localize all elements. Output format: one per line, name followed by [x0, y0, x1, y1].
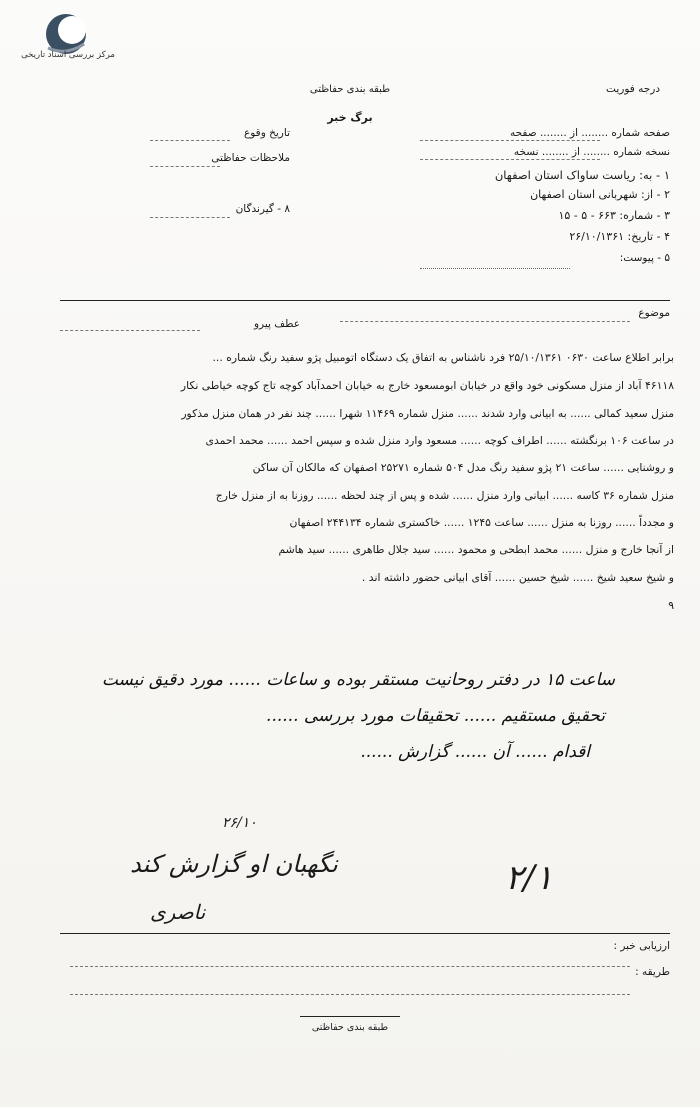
field-number: ۳ - شماره: ۶۶۳ - ۵ - ۱۵ [558, 209, 670, 222]
security-notes-label: ملاحظات حفاظتی [211, 152, 290, 164]
body-line-9: و شیخ سعید شیخ ...... شیخ حسین ...... آقای ابیانی حضور داشته اند . [361, 571, 674, 584]
form-title-block [280, 84, 420, 124]
security-level-label: درجه فوریت [606, 83, 660, 95]
body-line-8: از آنجا خارج و منزل ...... محمد ابطحی و محمود ...... سید جلال طاهری ...... سید هاشم [278, 543, 674, 556]
handwritten-fraction: ۲/۱ [505, 858, 553, 898]
page-number-label: صفحه شماره ........ از ........ صفحه [510, 127, 670, 139]
attachment-ref-label: عطف پیرو [253, 318, 300, 330]
body-line-6: منزل شماره ۳۶ کاسه ...... ابیانی وارد منزل ...... شده و پس از چند لحظه ...... روزنا به از منزل خارج [215, 489, 674, 502]
field-from: ۲ - از: شهربانی استان اصفهان [530, 188, 670, 201]
news-source-label: ارزیابی خبر : [613, 940, 670, 952]
field-date: ۴ - تاریخ: ۲۶/۱۰/۱۳۶۱ [569, 230, 670, 243]
event-date-label: تاریخ وقوع [243, 127, 290, 139]
field-attachment: ۵ - پیوست: [619, 252, 670, 264]
body-line-1: برابر اطلاع ساعت ۰۶۳۰ ۲۵/۱۰/۱۳۶۱ فرد ناشناس به اتفاق یک دستگاه اتومبیل پژو سفید رنگ شماره ... [212, 351, 674, 364]
body-line-3: منزل سعید کمالی ...... به ابیانی وارد شدند ...... منزل شماره ۱۱۴۶۹ شهرا ...... چند نفر در همان منزل مذکور [181, 407, 674, 420]
body-line-4: در ساعت ۱۰۶ برنگشته ...... اطراف کوچه ...... مسعود وارد منزل شده و سپس احمد ...... محمد احمدی [205, 434, 674, 447]
handwritten-note-line-1: ساعت ۱۵ در دفتر روحانیت مستقر بوده و ساعات ...... مورد دقیق نیست [101, 670, 615, 690]
subject-label: موضوع [638, 307, 670, 319]
body-line-7: و مجدداً ...... روزنا به منزل ...... ساعت ۱۲۴۵ ...... خاکستری شماره ۲۴۴۱۳۴ اصفهان [289, 516, 674, 529]
handwritten-note-line-3: اقدام ...... آن ...... گزارش ...... [360, 742, 590, 762]
form-department: طبقه بندی حفاظتی [309, 84, 391, 95]
copy-number-label: نسخه شماره ........ از ........ نسخه [513, 146, 670, 158]
handwritten-note-line-2: تحقیق مستقیم ...... تحقیقات مورد بررسی ...... [266, 706, 605, 726]
body-line-2: ۴۶۱۱۸ آباد از منزل مسکونی خود واقع در خیابان ابومسعود خارج به خیابان احمدآباد کوچه تاج کوچه خیاطی نکار [180, 379, 674, 392]
evaluation-label: طریقه : [635, 966, 670, 978]
body-line-10: ۹ [668, 599, 674, 612]
logo-caption: مرکز بررسی اسناد تاریخی [21, 50, 115, 60]
handwritten-report-line: نگهبان او گزارش کند [130, 850, 338, 878]
recipients-label: ۸ - گیرندگان [235, 203, 290, 215]
footer-classification: طبقه بندی حفاظتی [311, 1022, 389, 1033]
field-to: ۱ - به: ریاست ساواک استان اصفهان [494, 168, 670, 182]
handwritten-date: ۲۶/۱۰ [222, 815, 257, 831]
handwritten-signature: ناصری [150, 900, 206, 924]
body-line-5: و روشنایی ...... ساعت ۲۱ پژو سفید رنگ مدل ۵۰۴ شماره ۲۵۲۷۱ اصفهان که مالکان آن ساکن [252, 461, 674, 474]
form-title: برگ خبر [327, 111, 373, 124]
